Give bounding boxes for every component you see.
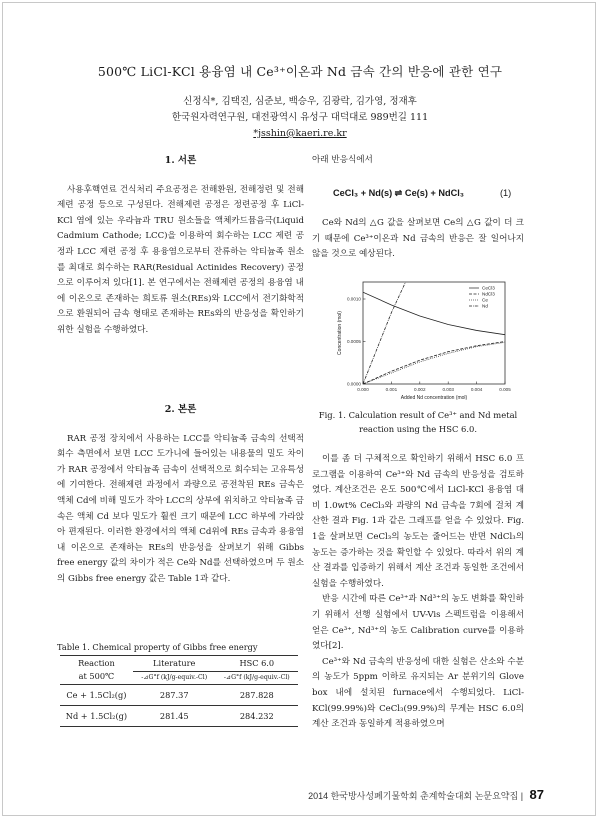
table-row-nd-reaction: Nd + 1.5Cl₂(g) bbox=[65, 711, 128, 721]
page-footer bbox=[0, 787, 544, 802]
body-paragraph: RAR 공정 장치에서 사용하는 LCC를 악티늄족 금속의 선택적 회수 측면에서 보면 LCC 도가니에 들어있는 내용물의 밀도 차이가 RAR 공정에서 악티늄족 금속이 선택적으로 회수되는 고유특성에 기여한다. 전해제련 과정에서 과량으로 공전착된 REs 금속은 액체 Cd에 비해 밀도가 작아 LCC의 상부에 위치하고 악티늄족 금속은 액체 Cd 보다 밀도가 훨씬 크기 때문에 LCC 하부에 가라앉아 편재된다. 이러한 환경에서의 액체 Cd위에 REs 금속과 용융염 내 이온으로 존재하는 REs의 반응성을 살펴보기 위해 Gibbs free energy 값의 차이가 적은 Ce와 Nd를 선택하였으며 두 원소의 Gibbs free energy 값은 Table 1과 같다. bbox=[57, 433, 304, 584]
reaction-equation: CeCl₃ + Nd(s) ⇌ Ce(s) + NdCl₃ bbox=[333, 188, 465, 198]
section-heading-body: 2. 본론 bbox=[164, 404, 197, 415]
legend-label-ndcl3: NdCl3 bbox=[482, 291, 495, 297]
section-heading-intro: 1. 서론 bbox=[164, 155, 197, 166]
series-line-ndcl3 bbox=[363, 342, 505, 385]
table-row-nd-lit: 281.45 bbox=[159, 711, 189, 721]
table-unit-literature: -⊿G°f (kJ/g-equiv.-Cl) bbox=[141, 673, 208, 681]
legend-label-nd: Nd bbox=[482, 303, 488, 309]
legend-label-ce: Ce bbox=[482, 297, 488, 303]
y-tick-label: 0.0000 bbox=[346, 381, 361, 387]
table-caption: Table 1. Chemical property of Gibbs free energy bbox=[57, 642, 258, 652]
table-header-literature: Literature bbox=[133, 656, 216, 672]
uvvis-paragraph: 반응 시간에 따른 Ce³⁺과 Nd³⁺의 농도 변화를 확인하기 위해서 선행 실험에서 UV-Vis 스펙트럼을 이용해서 얻은 Ce³⁺, Nd³⁺의 농도 Calibration curve를 이용하였다[2]. bbox=[312, 594, 524, 652]
equation-number: (1) bbox=[500, 188, 512, 198]
chart-svg bbox=[333, 276, 513, 404]
hsc-paragraph: 이를 좀 더 구체적으로 확인하기 위해서 HSC 6.0 프로그램을 이용하여 Ce³⁺와 Nd 금속의 반응성을 검토하였다. 계산조건은 온도 500℃에서 LiCl-KCl 용융염 대비 1.0wt% CeCl₃와 과량의 Nd 금속을 7회에 걸쳐 계산한 결과 Fig. 1과 같은 그래프를 얻을 수 있었다. Fig. 1을 살펴보면 CeCl₃의 농도는 줄어드는 반면 NdCl₃의 농도는 증가하는 것을 확인할 수 있었다. 따라서 위의 계산 결과를 입증하기 위해서 계산 조건과 동일한 조건에서 실험을 수행하였다. bbox=[312, 454, 524, 589]
gibbs-paragraph bbox=[312, 216, 524, 263]
table-unit-hsc: -⊿G°f (kJ/g-equiv.-Cl) bbox=[223, 673, 290, 681]
author-email[interactable]: *jsshin@kaeri.re.kr bbox=[253, 128, 347, 139]
section-intro bbox=[57, 153, 304, 339]
figure-caption: Fig. 1. Calculation result of Ce³⁺ and Nd metal reaction using the HSC 6.0. bbox=[318, 410, 518, 434]
gibbs-table bbox=[60, 655, 298, 727]
footer-text: 2014 한국방사성폐기물학회 춘계학술대회 논문요약집 bbox=[308, 791, 519, 801]
x-tick-label: 0.004 bbox=[470, 387, 483, 392]
section-body bbox=[57, 402, 304, 588]
table-header-reaction bbox=[60, 656, 133, 685]
paper-title: 500℃ LiCl-KCl 용융염 내 Ce³⁺이온과 Nd 금속 간의 반응에 관한 연구 bbox=[97, 64, 503, 79]
x-tick-label: 0.001 bbox=[385, 387, 398, 392]
series-line-ce bbox=[363, 342, 505, 384]
table-row-nd-hsc: 284.232 bbox=[239, 711, 274, 721]
legend-label-cecl3: CeCl3 bbox=[482, 285, 495, 291]
x-tick-label: 0.002 bbox=[414, 387, 426, 392]
reaction-sub-label: at 500℃ bbox=[78, 671, 115, 681]
table-header-hsc: HSC 6.0 bbox=[216, 656, 298, 672]
footer-separator: | bbox=[518, 791, 526, 801]
experiment-paragraph: Ce³⁺와 Nd 금속의 반응성에 대한 실험은 산소와 수분의 농도가 5ppm 이하로 유지되는 Ar 분위기의 Glove box 내에 설치된 furnace에서 수행되었다. LiCl-KCl(99.99%)와 CeCl₃(99.9%)의 무게는 HSC 6.0의 계산 조건과 동일하게 적용하였으며 bbox=[312, 656, 524, 730]
table-row-ce-lit: 287.37 bbox=[159, 690, 189, 700]
calculation-chart bbox=[333, 276, 513, 404]
x-tick-label: 0.005 bbox=[499, 387, 511, 392]
reaction-label: Reaction bbox=[78, 658, 115, 668]
x-axis-label: Added Nd concentration (mol) bbox=[400, 395, 468, 401]
y-tick-label: 0.0005 bbox=[346, 339, 361, 344]
series-line-nd bbox=[363, 276, 420, 384]
table-row-ce-reaction: Ce + 1.5Cl₂(g) bbox=[66, 690, 127, 700]
y-axis-label: Concentration (mol) bbox=[337, 311, 343, 355]
y-tick-label: 0.0010 bbox=[346, 296, 361, 302]
author-names: 신정식*, 김택진, 심준보, 백승우, 김광락, 김가영, 정재후 bbox=[183, 96, 417, 107]
gibbs-text: Ce와 Nd의 △G 값을 살펴보면 Ce의 △G 값이 더 크기 때문에 Ce³⁺이온과 Nd 금속의 반응은 잘 일어나지 않을 것으로 예상된다. bbox=[312, 218, 524, 260]
right-body bbox=[312, 452, 524, 733]
x-tick-label: 0.000 bbox=[357, 387, 369, 392]
x-tick-label: 0.003 bbox=[442, 387, 454, 392]
reaction-intro: 아래 반응식에서 bbox=[312, 155, 373, 165]
author-block bbox=[0, 94, 600, 142]
author-affiliation: 한국원자력연구원, 대전광역시 유성구 대덕대로 989번길 111 bbox=[171, 112, 429, 123]
intro-paragraph: 사용후핵연료 건식처리 주요공정은 전해환원, 전해정련 및 전해제련 공정 등으로 구성된다. 전해제련 공정은 정련공정 후 LiCl-KCl 염에 있는 우라늄과 TRU 원소들을 액체카드뮴음극(Liquid Cadmium Cathode; LCC)을 이용하여 회수하는 LCC 제련 공정과 LCC 제련 공정 후 용융염으로부터 잔류하는 악티늄족 원소를 최대로 회수하는 RAR(Residual Actinides Recovery) 공정으로 이루어져 있다[1]. 본 연구에서는 전해제련 공정의 용융염 내에 이온으로 존재하는 희토류 원소(REs)와 LCC에서 전기화학적으로 환원되어 금속 형태로 존재하는 REs와의 반응성을 확인하기 위한 실험을 수행하였다. bbox=[57, 184, 304, 335]
table-row-ce-hsc: 287.828 bbox=[239, 690, 274, 700]
page-number: 87 bbox=[529, 787, 544, 802]
